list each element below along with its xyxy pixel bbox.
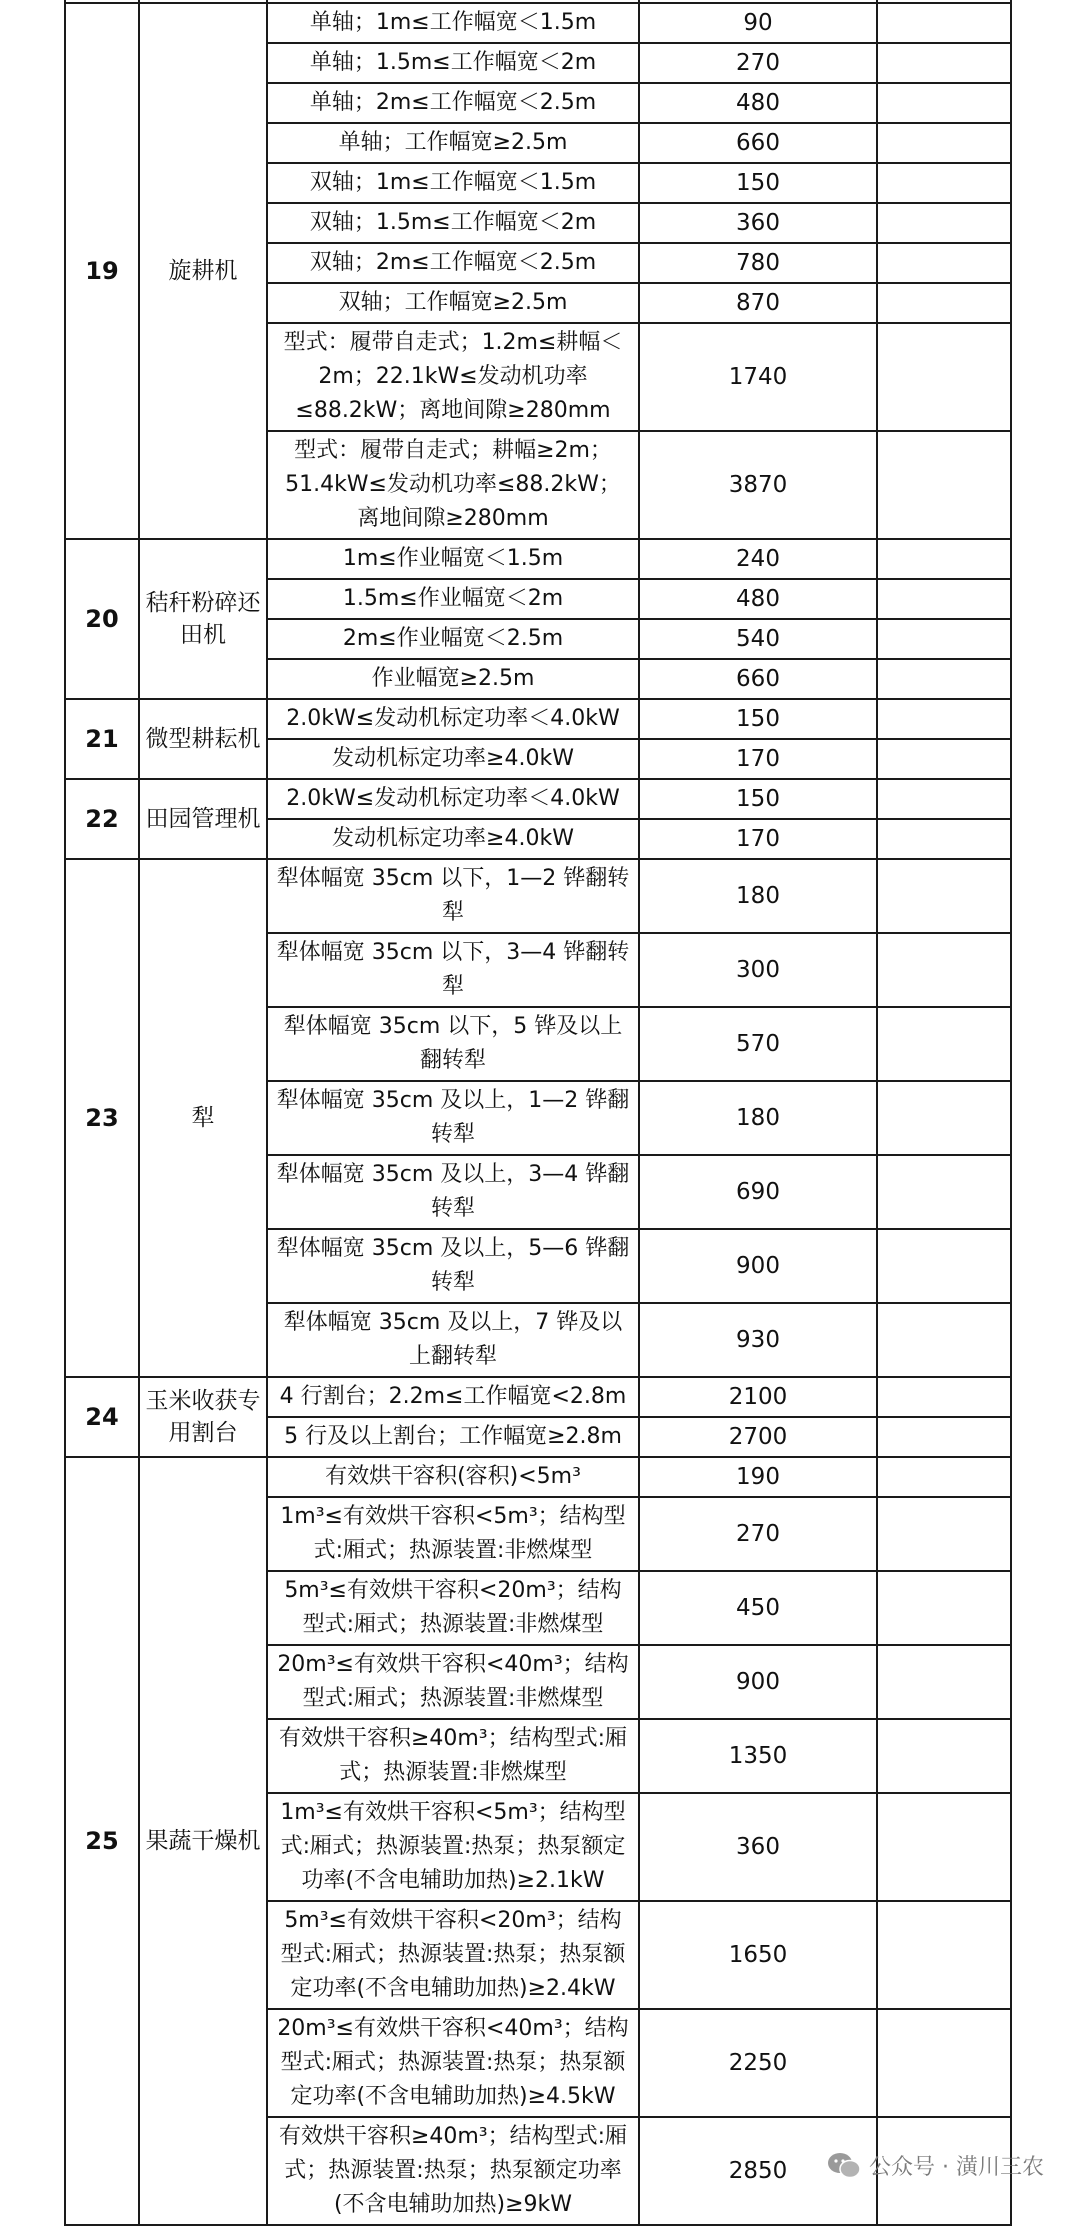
subsidy-table [64,0,1012,2226]
subsidy-value: 2100 [639,1377,877,1417]
empty-cell [877,739,1011,779]
subsidy-value: 900 [639,1229,877,1303]
spec-cell: 发动机标定功率≥4.0kW [267,819,639,859]
subsidy-value: 450 [639,1571,877,1645]
empty-cell [877,619,1011,659]
spec-cell: 犁体幅宽 35cm 及以上，3—4 铧翻转犁 [267,1155,639,1229]
item-number: 23 [65,859,139,1377]
subsidy-value: 170 [639,819,877,859]
empty-cell [877,1571,1011,1645]
spec-cell: 作业幅宽≥2.5m [267,659,639,699]
empty-cell [877,1155,1011,1229]
subsidy-value: 480 [639,579,877,619]
empty-cell [877,163,1011,203]
empty-cell [877,1417,1011,1457]
spec-cell: 1m≤作业幅宽＜1.5m [267,539,639,579]
item-number: 24 [65,1377,139,1457]
empty-cell [877,699,1011,739]
empty-cell [877,123,1011,163]
subsidy-value: 270 [639,43,877,83]
empty-cell [877,1719,1011,1793]
empty-cell [877,1901,1011,2009]
empty-cell [877,1645,1011,1719]
table-row [65,1457,1011,1497]
table-row [65,539,1011,579]
empty-cell [877,203,1011,243]
spec-cell: 有效烘干容积≥40m³；结构型式:厢式；热源装置:非燃煤型 [267,1719,639,1793]
machine-name: 微型耕耘机 [139,699,267,779]
item-number: 19 [65,3,139,539]
spec-cell: 单轴；1m≤工作幅宽＜1.5m [267,3,639,43]
spec-cell: 20m³≤有效烘干容积<40m³；结构型式:厢式；热源装置:热泵；热泵额定功率(不含电辅助加热)≥4.5kW [267,2009,639,2117]
machine-name: 果蔬干燥机 [139,1457,267,2225]
spec-cell: 单轴；工作幅宽≥2.5m [267,123,639,163]
spec-cell: 犁体幅宽 35cm 以下，5 铧及以上翻转犁 [267,1007,639,1081]
subsidy-value: 570 [639,1007,877,1081]
subsidy-value: 150 [639,779,877,819]
empty-cell [877,1457,1011,1497]
subsidy-value: 690 [639,1155,877,1229]
subsidy-value: 150 [639,699,877,739]
subsidy-value: 190 [639,1457,877,1497]
spec-cell: 5m³≤有效烘干容积<20m³；结构型式:厢式；热源装置:热泵；热泵额定功率(不含电辅助加热)≥2.4kW [267,1901,639,2009]
empty-cell [877,431,1011,539]
empty-cell [877,83,1011,123]
item-number: 22 [65,779,139,859]
subsidy-value: 2250 [639,2009,877,2117]
subsidy-value: 150 [639,163,877,203]
subsidy-value: 360 [639,203,877,243]
spec-cell: 单轴；1.5m≤工作幅宽＜2m [267,43,639,83]
subsidy-value: 660 [639,659,877,699]
spec-cell: 5 行及以上割台；工作幅宽≥2.8m [267,1417,639,1457]
spec-cell: 1.5m≤作业幅宽＜2m [267,579,639,619]
empty-cell [877,819,1011,859]
machine-name: 玉米收获专用割台 [139,1377,267,1457]
machine-name: 旋耕机 [139,3,267,539]
spec-cell: 犁体幅宽 35cm 以下，3—4 铧翻转犁 [267,933,639,1007]
spec-cell: 1m³≤有效烘干容积<5m³；结构型式:厢式；热源装置:非燃煤型 [267,1497,639,1571]
empty-cell [877,579,1011,619]
table-row [65,699,1011,739]
empty-cell [877,2009,1011,2117]
spec-cell: 单轴；2m≤工作幅宽＜2.5m [267,83,639,123]
spec-cell: 型式：履带自走式；耕幅≥2m；51.4kW≤发动机功率≤88.2kW；离地间隙≥280mm [267,431,639,539]
subsidy-value: 180 [639,1081,877,1155]
empty-cell [877,3,1011,43]
empty-cell [877,1007,1011,1081]
spec-cell: 型式：履带自走式；1.2m≤耕幅＜2m；22.1kW≤发动机功率≤88.2kW；离地间隙≥280mm [267,323,639,431]
empty-cell [877,283,1011,323]
table-body [65,0,1011,2225]
subsidy-value: 170 [639,739,877,779]
spec-cell: 2.0kW≤发动机标定功率＜4.0kW [267,699,639,739]
subsidy-value: 1650 [639,1901,877,2009]
wechat-icon [827,2151,861,2181]
subsidy-value: 780 [639,243,877,283]
table-row [65,3,1011,43]
spec-cell: 2.0kW≤发动机标定功率＜4.0kW [267,779,639,819]
empty-cell [877,1377,1011,1417]
machine-name: 犁 [139,859,267,1377]
watermark [827,2150,1044,2181]
spec-cell: 双轴；2m≤工作幅宽＜2.5m [267,243,639,283]
empty-cell [877,1081,1011,1155]
subsidy-value: 930 [639,1303,877,1377]
subsidy-value: 270 [639,1497,877,1571]
subsidy-value: 1350 [639,1719,877,1793]
subsidy-value: 300 [639,933,877,1007]
spec-cell: 犁体幅宽 35cm 以下，1—2 铧翻转犁 [267,859,639,933]
spec-cell: 双轴；工作幅宽≥2.5m [267,283,639,323]
subsidy-value: 660 [639,123,877,163]
spec-cell: 犁体幅宽 35cm 及以上，7 铧及以上翻转犁 [267,1303,639,1377]
spec-cell: 双轴；1.5m≤工作幅宽＜2m [267,203,639,243]
empty-cell [877,323,1011,431]
subsidy-value: 480 [639,83,877,123]
table-row [65,779,1011,819]
machine-name: 田园管理机 [139,779,267,859]
subsidy-value: 90 [639,3,877,43]
subsidy-value: 3870 [639,431,877,539]
machine-name: 秸秆粉碎还田机 [139,539,267,699]
empty-cell [877,779,1011,819]
subsidy-value: 540 [639,619,877,659]
empty-cell [877,1303,1011,1377]
empty-cell [877,1497,1011,1571]
spec-cell: 发动机标定功率≥4.0kW [267,739,639,779]
spec-cell: 2m≤作业幅宽＜2.5m [267,619,639,659]
spec-cell: 5m³≤有效烘干容积<20m³；结构型式:厢式；热源装置:非燃煤型 [267,1571,639,1645]
item-number: 21 [65,699,139,779]
subsidy-value: 2850 [639,2117,877,2225]
empty-cell [877,539,1011,579]
empty-cell [877,43,1011,83]
item-number: 25 [65,1457,139,2225]
subsidy-value: 360 [639,1793,877,1901]
spec-cell: 有效烘干容积≥40m³；结构型式:厢式；热源装置:热泵；热泵额定功率(不含电辅助加热)≥9kW [267,2117,639,2225]
subsidy-value: 2700 [639,1417,877,1457]
subsidy-value: 180 [639,859,877,933]
empty-cell [877,1229,1011,1303]
item-number: 20 [65,539,139,699]
subsidy-value: 1740 [639,323,877,431]
empty-cell [877,243,1011,283]
empty-cell [877,1793,1011,1901]
subsidy-value: 900 [639,1645,877,1719]
subsidy-value: 870 [639,283,877,323]
spec-cell: 20m³≤有效烘干容积<40m³；结构型式:厢式；热源装置:非燃煤型 [267,1645,639,1719]
spec-cell: 双轴；1m≤工作幅宽＜1.5m [267,163,639,203]
spec-cell: 犁体幅宽 35cm 及以上，5—6 铧翻转犁 [267,1229,639,1303]
spec-cell: 犁体幅宽 35cm 及以上，1—2 铧翻转犁 [267,1081,639,1155]
empty-cell [877,659,1011,699]
spec-cell: 4 行割台；2.2m≤工作幅宽<2.8m [267,1377,639,1417]
spec-cell: 1m³≤有效烘干容积<5m³；结构型式:厢式；热源装置:热泵；热泵额定功率(不含电辅助加热)≥2.1kW [267,1793,639,1901]
empty-cell [877,933,1011,1007]
table-row [65,1377,1011,1417]
subsidy-value: 240 [639,539,877,579]
watermark-text: 公众号 · 潢川三农 [869,2155,1044,2180]
table-row [65,859,1011,933]
spec-cell: 有效烘干容积(容积)<5m³ [267,1457,639,1497]
empty-cell [877,859,1011,933]
